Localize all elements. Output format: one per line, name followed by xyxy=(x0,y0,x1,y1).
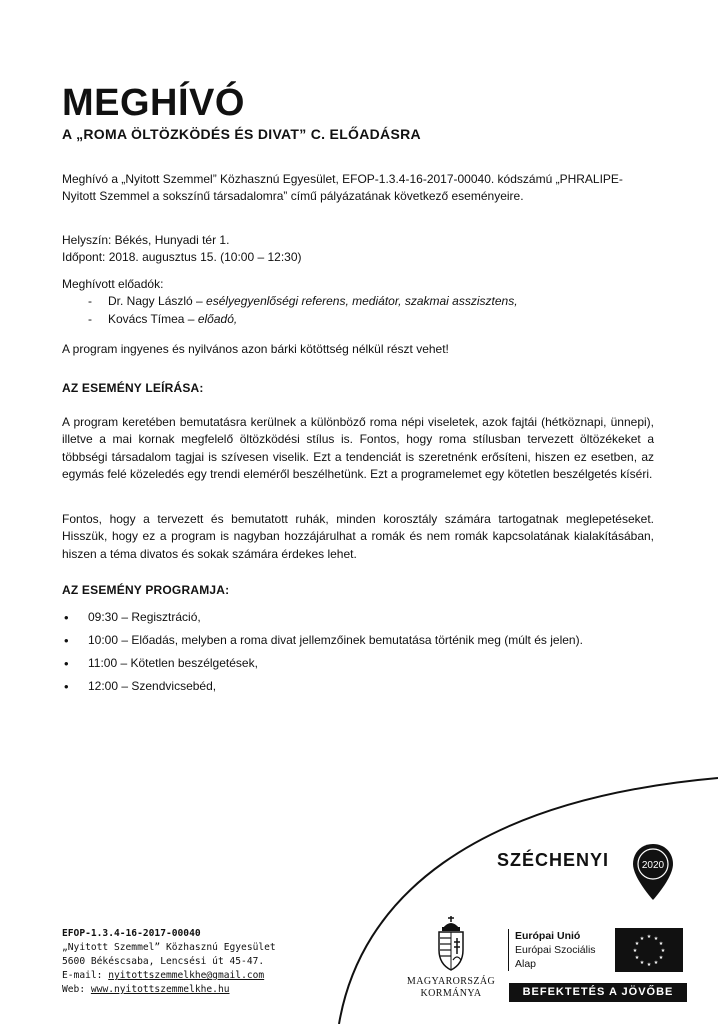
government-name xyxy=(401,976,501,1000)
org-address: 5600 Békéscsaba, Lencsési út 45-47. xyxy=(62,956,265,967)
web-label: Web: xyxy=(62,984,91,995)
svg-text:★: ★ xyxy=(634,941,640,947)
svg-text:★: ★ xyxy=(660,948,666,954)
szechenyi-year: 2020 xyxy=(641,860,665,871)
org-name: „Nyitott Szemmel” Közhasznú Egyesület xyxy=(62,942,276,953)
svg-text:★: ★ xyxy=(653,936,659,942)
svg-text:★: ★ xyxy=(646,962,652,968)
government-logo xyxy=(401,914,501,1000)
szechenyi-pin-icon xyxy=(631,842,675,902)
eu-line-3: Alap xyxy=(515,958,537,970)
program-heading: AZ ESEMÉNY PROGRAMJA: xyxy=(62,583,230,597)
speaker-name: Kovács Tímea – xyxy=(108,311,198,326)
svg-text:★: ★ xyxy=(658,941,664,947)
program-item: • 09:30 – Regisztráció, xyxy=(62,606,662,629)
coat-of-arms-icon xyxy=(431,914,471,972)
svg-text:★: ★ xyxy=(653,960,659,966)
project-code: EFOP-1.3.4-16-2017-00040 xyxy=(62,928,201,939)
szechenyi-text: SZÉCHENYI xyxy=(497,850,610,870)
speaker-name: Dr. Nagy László – xyxy=(108,294,207,309)
svg-text:★: ★ xyxy=(632,948,638,954)
venue-line: Helyszín: Békés, Hunyadi tér 1. xyxy=(62,233,230,247)
page-title: MEGHÍVÓ xyxy=(62,82,245,124)
description-heading: AZ ESEMÉNY LEÍRÁSA: xyxy=(62,381,204,395)
speaker-role: előadó, xyxy=(197,311,238,326)
eu-line-1: Európai Unió xyxy=(515,930,581,942)
footer-contact xyxy=(62,927,276,997)
intro-paragraph: Meghívó a „Nyitott Szemmel” Közhasznú Egyesület, EFOP-1.3.4-16-2017-00040. kódszámú „PHRALIPE-Nyitott Szemmel a sokszínű társadalomra” című pályázatának következő eseményeire. xyxy=(62,172,623,204)
svg-text:★: ★ xyxy=(634,955,640,961)
page-subtitle: A „ROMA ÖLTÖZKÖDÉS ÉS DIVAT” C. ELŐADÁSRA xyxy=(62,126,421,142)
government-line-2: KORMÁNYA xyxy=(420,988,482,999)
description-paragraph-1: A program keretében bemutatásra kerülnek a különböző roma népi viseletek, azok fajtái (hétköznapi, ünnepi), illetve a mai kornak megfelelő öltözködési stílus is. Fontos, hogy roma stílusban tervezett öltözékeket a többségi társadalom tagjai is szívesen viselik. Ezt a tendenciát is szeretnénk erősíteni, hiszen ez esetben, az egymás felé közeledés egy trendi eleméről beszélhetünk. Ezt a programelemet egy kötetlen beszélgetés kíséri. xyxy=(62,415,654,481)
svg-text:★: ★ xyxy=(658,955,664,961)
program-item: • 10:00 – Előadás, melyben a roma divat jellemzőinek bemutatása történik meg (múlt és jelen). xyxy=(62,629,662,652)
email-link[interactable]: nyitottszemmelkhe@gmail.com xyxy=(108,970,265,981)
email-label: E-mail: xyxy=(62,970,109,981)
description-paragraph-2: Fontos, hogy a tervezett és bemutatott ruhák, minden korosztály számára tartogatnak meglepetéseket. Hisszük, hogy ez a program is nagyban hozzájárulhat a romák és nem romák kapcsolatának kialakításában, hiszen a téma divatos és sokak számára érdekes lehet. xyxy=(62,512,654,561)
program-item: • 11:00 – Kötetlen beszélgetések, xyxy=(62,652,662,675)
speakers-label: Meghívott előadók: xyxy=(62,277,164,291)
free-notice: A program ingyenes és nyilvános azon bárki kötöttség nélkül részt vehet! xyxy=(62,342,449,356)
speaker-role: esélyegyenlőségi referens, mediátor, szakmai asszisztens, xyxy=(206,294,518,309)
time-line: Időpont: 2018. augusztus 15. (10:00 – 12:30) xyxy=(62,250,302,265)
web-line xyxy=(62,983,276,997)
web-link[interactable]: www.nyitottszemmelkhe.hu xyxy=(90,984,230,995)
email-line xyxy=(62,969,276,983)
svg-text:★: ★ xyxy=(639,936,645,942)
svg-text:★: ★ xyxy=(646,934,652,940)
government-line-1: MAGYARORSZÁG xyxy=(406,976,496,987)
program-item: • 12:00 – Szendvicsebéd, xyxy=(62,675,662,698)
investment-banner: BEFEKTETÉS A JÖVŐBE xyxy=(509,983,687,1002)
svg-text:★: ★ xyxy=(639,960,645,966)
eu-flag-icon xyxy=(615,928,683,972)
eu-line-2: Európai Szociális xyxy=(515,944,596,956)
eu-label xyxy=(508,929,596,971)
